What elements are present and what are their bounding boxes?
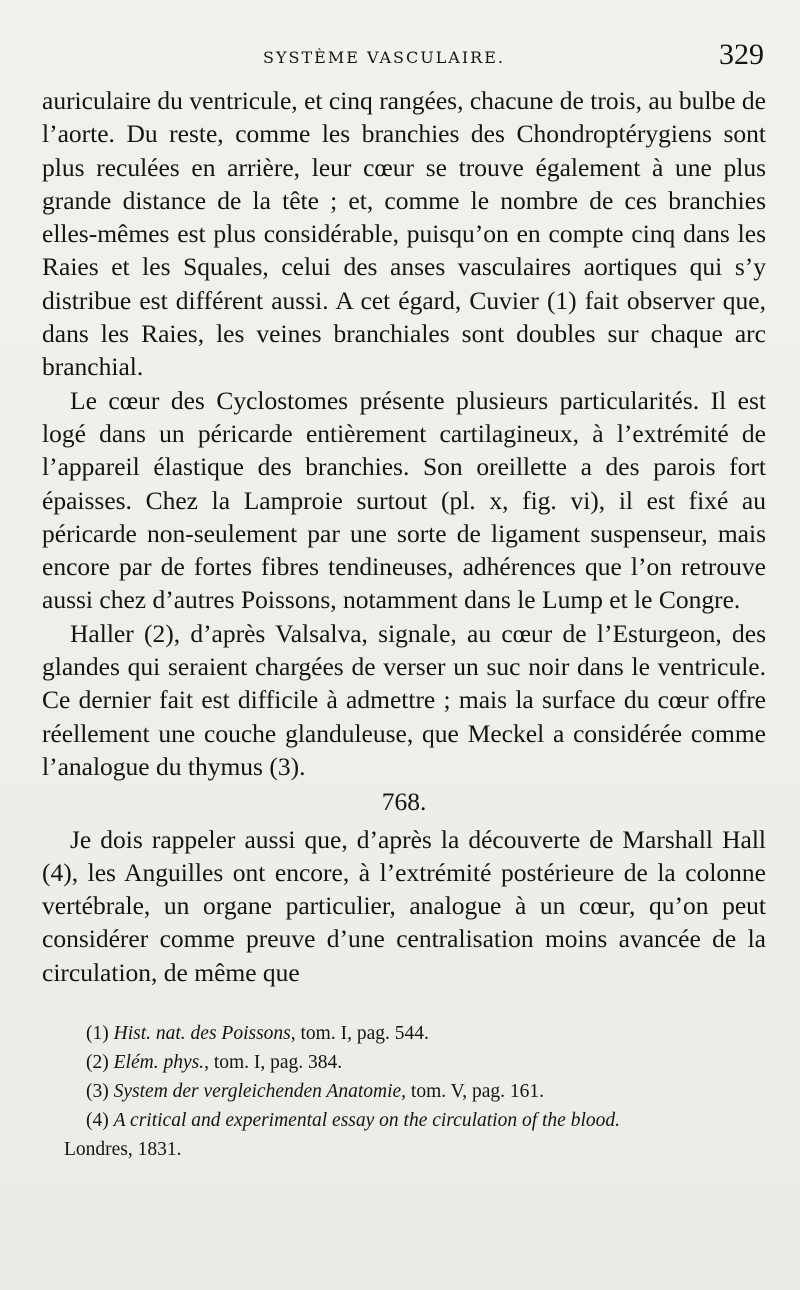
page-header bbox=[42, 36, 766, 84]
body-text-continued bbox=[42, 823, 766, 989]
paragraph-1: auriculaire du ventricule, et cinq rangées, chacune de trois, au bulbe de l’aorte. Du reste, comme les branchies des Chondroptérygiens sont plus reculées en arrière, leur cœur se trouve également à une plus grande distance de la tête ; et, comme le nombre de ces branchies elles-mêmes est plus considérable, puisqu’on en compte cinq dans les Raies et les Squales, celui des anses vasculaires aortiques qui s’y distribue est différent aussi. A cet égard, Cuvier (1) fait observer que, dans les Raies, les veines branchiales sont doubles sur chaque arc branchial. bbox=[42, 86, 766, 382]
paragraph-4: Je dois rappeler aussi que, d’après la découverte de Marshall Hall (4), les Anguilles ont encore, à l’extrémité postérieure de la colonne vertébrale, un organe particulier, analogue à un cœur, qu’on peut considérer comme preuve d’une centralisation moins avancée de la circulation, de même que bbox=[42, 824, 766, 987]
footnote-1 bbox=[42, 1019, 766, 1048]
footnote-2 bbox=[42, 1048, 766, 1077]
footnote-number: (1) bbox=[86, 1023, 109, 1045]
running-title: SYSTÈME VASCULAIRE. bbox=[262, 48, 505, 67]
page-number: 329 bbox=[719, 38, 764, 71]
footnote-title: Hist. nat. des Poissons bbox=[113, 1023, 291, 1045]
body-text bbox=[42, 84, 766, 783]
section-number: 768. bbox=[381, 787, 427, 817]
footnote-title: Elém. phys. bbox=[113, 1052, 205, 1074]
footnote-number: (3) bbox=[86, 1081, 109, 1103]
footnote-3 bbox=[42, 1077, 766, 1106]
paragraph-3: Haller (2), d’après Valsalva, signale, au cœur de l’Esturgeon, des glandes qui seraient chargées de verser un suc noir dans le ventricule. Ce dernier fait est difficile à admettre ; mais la surface du cœur offre réellement une couche glanduleuse, que Meckel a considérée comme l’analogue du thymus (3). bbox=[42, 618, 766, 781]
footnotes bbox=[42, 1019, 766, 1164]
footnote-number: (4) bbox=[86, 1110, 109, 1132]
footnote-number: (2) bbox=[86, 1052, 109, 1074]
footnote-title: A critical and experimental essay on the circulation of the blood. bbox=[113, 1110, 620, 1132]
footnote-continuation: Londres, 1831. bbox=[64, 1139, 182, 1161]
footnote-rest: , tom. I, pag. 544. bbox=[290, 1023, 429, 1045]
paragraph-2: Le cœur des Cyclostomes présente plusieurs particularités. Il est logé dans un péricarde entièrement cartilagineux, à l’extrémité de l’appareil élastique des branchies. Son oreillette a des parois fort épaisses. Chez la Lamproie surtout (pl. x, fig. vi), il est fixé au péricarde non-seulement par une sorte de ligament suspenseur, mais encore par de fortes fibres tendineuses, adhérences que l’on retrouve aussi chez d’autres Poissons, notamment dans le Lump et le Congre. bbox=[42, 385, 766, 615]
footnote-4 bbox=[42, 1106, 766, 1135]
footnote-title: System der vergleichenden Anatomie, bbox=[113, 1081, 407, 1103]
footnote-rest: tom. V, pag. 161. bbox=[406, 1081, 544, 1103]
footnote-rest: , tom. I, pag. 384. bbox=[204, 1052, 343, 1074]
